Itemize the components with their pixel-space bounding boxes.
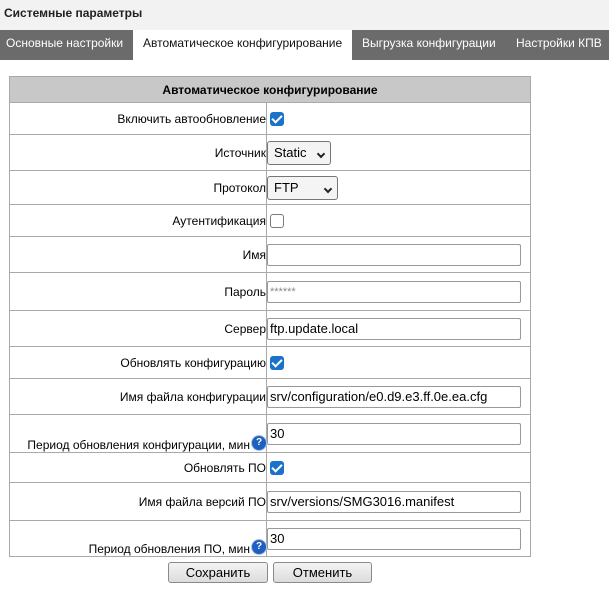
name-label: Имя bbox=[10, 237, 267, 273]
config-period-label: Период обновления конфигурации, мин bbox=[27, 438, 250, 452]
fw-period-field[interactable]: 30 bbox=[267, 528, 521, 550]
source-label: Источник bbox=[10, 135, 267, 171]
password-field[interactable]: ****** bbox=[267, 281, 521, 303]
fw-period-cell bbox=[10, 521, 267, 557]
cancel-button[interactable]: Отменить bbox=[273, 562, 372, 583]
source-select-value: Static bbox=[274, 144, 307, 160]
update-fw-label: Обновлять ПО bbox=[10, 453, 267, 483]
title-bar bbox=[0, 0, 609, 30]
tab-bar bbox=[0, 30, 609, 60]
update-config-checkbox[interactable] bbox=[270, 356, 284, 370]
chevron-down-icon bbox=[317, 149, 325, 157]
tab-auto-configuration[interactable]: Автоматическое конфигурирование bbox=[133, 30, 352, 60]
config-period-field[interactable]: 30 bbox=[267, 423, 521, 445]
update-fw-checkbox[interactable] bbox=[270, 461, 284, 475]
server-label: Сервер bbox=[10, 311, 267, 347]
config-file-label: Имя файла конфигурации bbox=[10, 379, 267, 415]
fw-period-label: Период обновления ПО, мин bbox=[88, 542, 250, 556]
chevron-down-icon bbox=[324, 184, 332, 192]
form-header: Автоматическое конфигурирование bbox=[10, 77, 531, 103]
fw-file-field[interactable]: srv/versions/SMG3016.manifest bbox=[267, 491, 521, 513]
source-select[interactable] bbox=[267, 141, 331, 165]
help-icon[interactable]: ? bbox=[252, 436, 266, 450]
auth-label: Аутентификация bbox=[10, 205, 267, 237]
help-icon[interactable]: ? bbox=[252, 540, 266, 554]
tab-basic-settings[interactable]: Основные настройки bbox=[6, 36, 124, 50]
protocol-label: Протокол bbox=[10, 171, 267, 205]
update-config-label: Обновлять конфигурацию bbox=[10, 347, 267, 379]
auto-config-form bbox=[9, 76, 531, 557]
tab-kpv-settings[interactable]: Настройки КПВ bbox=[516, 36, 602, 50]
fw-file-label: Имя файла версий ПО bbox=[10, 483, 267, 521]
name-field[interactable] bbox=[267, 244, 521, 266]
auth-checkbox[interactable] bbox=[270, 214, 284, 228]
protocol-select-value: FTP bbox=[274, 179, 299, 195]
autoupdate-checkbox[interactable] bbox=[270, 112, 284, 126]
window-title: Системные параметры bbox=[4, 6, 143, 20]
config-file-field[interactable]: srv/configuration/e0.d9.e3.ff.0e.ea.cfg bbox=[267, 386, 521, 408]
config-period-cell bbox=[10, 415, 267, 453]
tab-config-export[interactable]: Выгрузка конфигурации bbox=[362, 36, 496, 50]
password-label: Пароль bbox=[10, 273, 267, 311]
server-field[interactable]: ftp.update.local bbox=[267, 318, 521, 340]
save-button[interactable]: Сохранить bbox=[168, 562, 268, 583]
autoupdate-label: Включить автообновление bbox=[10, 103, 267, 135]
protocol-select[interactable] bbox=[267, 176, 338, 200]
